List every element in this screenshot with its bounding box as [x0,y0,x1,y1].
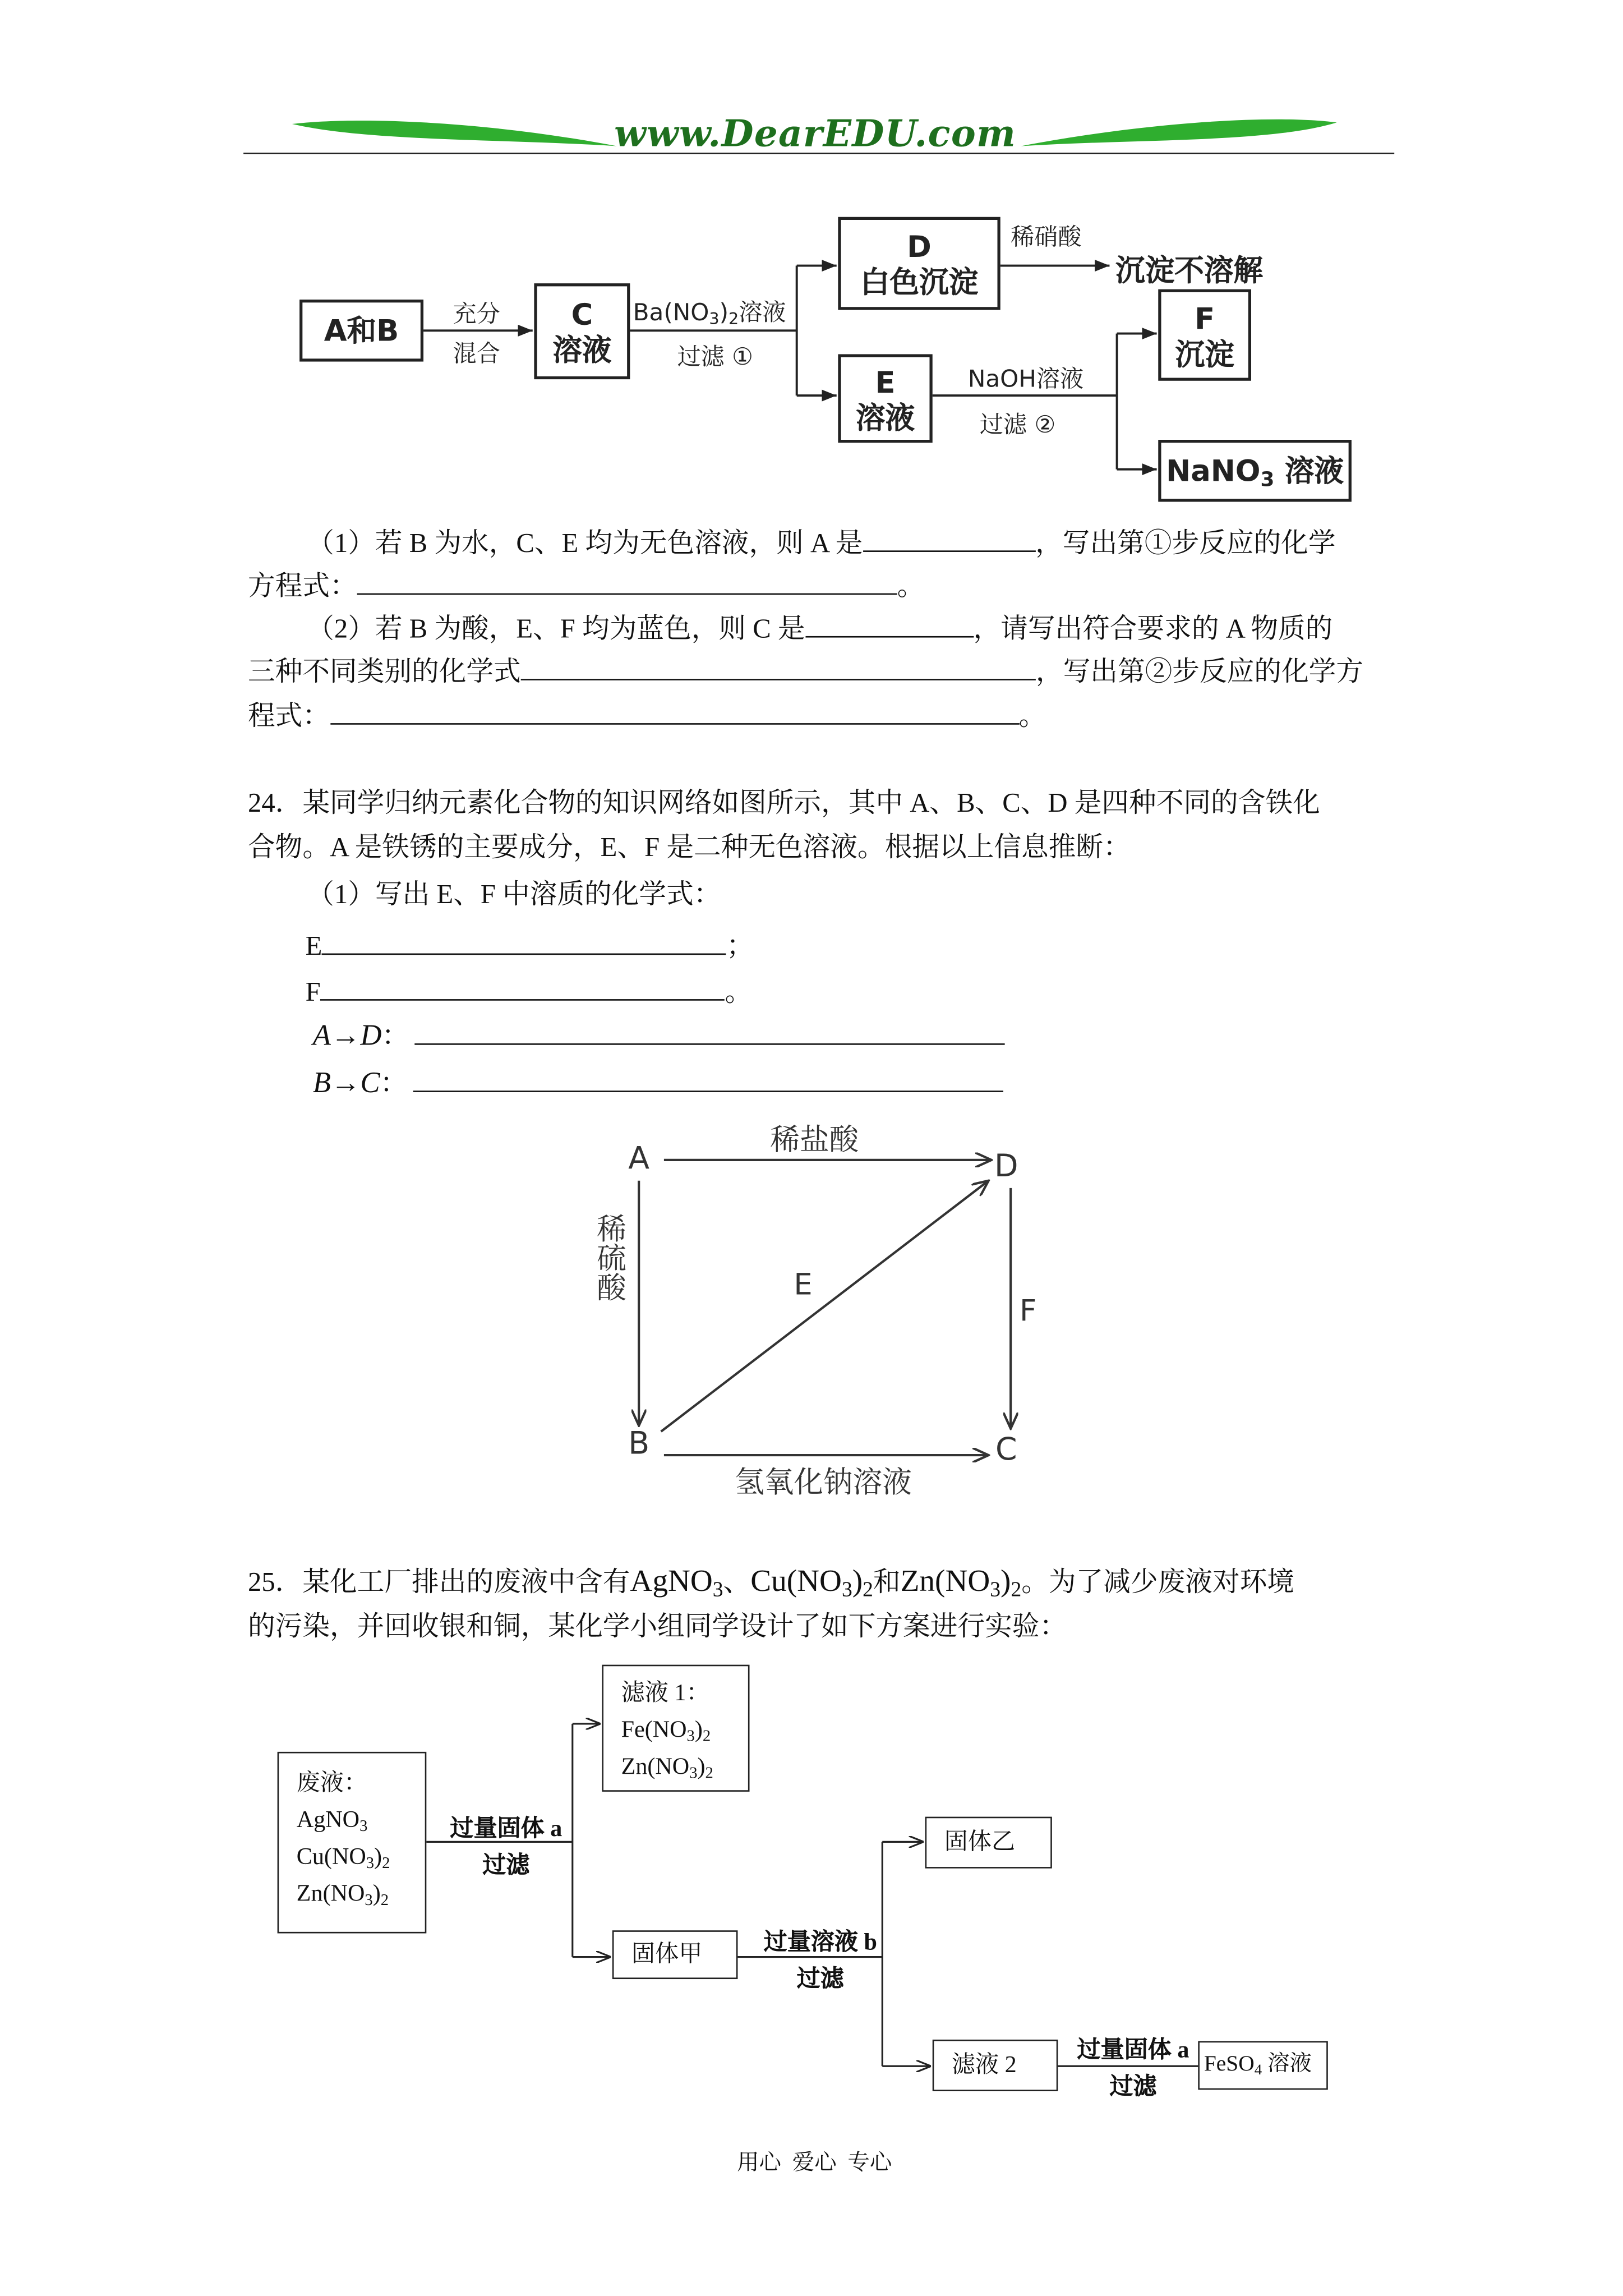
a-to-d-label: A→D [312,1019,382,1052]
question-text: 三种不同类别的化学式 [247,658,521,688]
solid-jia-label: 固体甲 [631,1942,703,1967]
question-text: 程式： [247,702,330,732]
d-reagent: 稀硝酸 [1011,223,1082,251]
step-3-reagent: 过量固体 a [1077,2038,1189,2063]
ferrous-sulfate-label: FeSO$_4$ 溶液 [1204,2053,1312,2079]
step-2-reagent: NaOH溶液 [967,364,1084,393]
box-filtrate-2 [933,2040,1058,2091]
question-24-subquestion-1: （1）写出 E、F 中溶质的化学式： [307,881,721,911]
box-f-letter: F [1195,301,1215,337]
waste-title: 废液： [296,1771,368,1796]
label-f: F [1019,1292,1037,1328]
waste-component: $Zn(NO_3)_2$ [296,1881,389,1910]
question-text: 方程式： [247,572,357,602]
step-1-action: 过滤 [482,1853,530,1879]
step-1-reagent: $Ba(NO_3)_2$溶液 [633,298,786,329]
step-1-action: 过滤 ① [677,342,753,371]
step-2-reagent: 过量溶液 b [763,1930,877,1955]
question-text: ，写出第②步反应的化学方 [1035,658,1364,688]
question-text: ，写出第①步反应的化学 [1035,530,1336,560]
question-text: （1）若 B 为水，C、E 均为无色溶液，则 A 是 [307,530,863,560]
separator: 、 [723,1568,751,1599]
solid-yi-label: 固体乙 [944,1830,1016,1856]
box-d-label: 白色沉淀 [860,264,979,300]
box-e-letter: E [875,364,896,400]
f-label: F [305,978,321,1008]
box-ferrous-sulfate-solution [1198,2041,1328,2090]
site-logo-text: www.DearEDU.com [614,112,1017,155]
node-b: B [628,1425,650,1461]
question-text: 。 [1018,702,1046,732]
label-dilute-sulfuric-acid: 稀硫酸 [591,1213,628,1302]
label-dilute-hydrochloric-acid: 稀盐酸 [770,1121,859,1157]
node-c: C [995,1431,1017,1467]
e-label: E [305,932,322,963]
label-sodium-hydroxide-solution: 氢氧化钠溶液 [735,1464,912,1499]
formula-silver-nitrate: AgNO$_3$ [630,1563,723,1603]
question-text: （2）若 B 为酸，E、F 均为蓝色，则 C 是 [307,615,805,645]
node-a: A [628,1140,650,1176]
question-text: 。为了减少废液对环境 [1021,1568,1294,1599]
colon: ： [380,1070,408,1100]
box-d-letter: D [907,228,932,264]
mix-label-bottom: 混合 [453,339,500,368]
formula-zinc-nitrate: $Zn(NO_3)_2$ [900,1563,1022,1603]
box-nano3-label: NaNO$_3$ 溶液 [1166,453,1344,493]
b-to-c-label: B→C [312,1067,380,1100]
box-c-label: 溶液 [552,332,612,368]
step-2-action: 过滤 [796,1967,844,1993]
box-f-label: 沉淀 [1175,336,1234,372]
filtrate-1-component: $Fe(NO_3)_2$ [621,1718,711,1746]
question-25-line-2: 的污染，并回收银和铜，某化学小组同学设计了如下方案进行实验： [247,1613,1067,1643]
punctuation: 。 [725,978,753,1008]
filtrate-2-label: 滤液 2 [951,2053,1017,2078]
formula-copper-nitrate: $Cu(NO_3)_2$ [750,1563,873,1603]
step-3-action: 过滤 [1109,2075,1157,2100]
step-2-action: 过滤 ② [979,410,1056,439]
question-text: 。 [897,572,925,602]
punctuation: ； [726,932,754,963]
mix-label-top: 充分 [453,300,500,328]
box-solid-jia [612,1930,738,1979]
label-e: E [794,1266,813,1302]
waste-component: $Cu(NO_3)_2$ [296,1844,390,1872]
separator: 和 [873,1568,901,1599]
page-footer: 用心 爱心 专心 [737,2151,892,2175]
colon: ： [381,1023,409,1052]
question-text: 25．某化工厂排出的废液中含有 [247,1568,630,1599]
box-a-and-b-label: A和B [324,312,399,348]
box-e-label: 溶液 [855,399,915,436]
box-solid-yi [925,1817,1052,1869]
box-filtrate-1 [602,1665,749,1792]
filtrate-1-title: 滤液 1： [621,1681,710,1706]
d-result: 沉淀不溶解 [1115,252,1264,288]
waste-component: AgNO$_3$ [296,1807,368,1836]
box-waste-liquid [278,1752,427,1934]
node-d: D [994,1148,1018,1184]
filtrate-1-component: $Zn(NO_3)_2$ [621,1755,713,1783]
question-24-line-2: 合物。A 是铁锈的主要成分，E、F 是二种无色溶液。根据以上信息推断： [247,834,1131,864]
question-24-line-1: 24．某同学归纳元素化合物的知识网络如图所示，其中 A、B、C、D 是四种不同的含铁化 [247,789,1320,820]
question-text: ，请写出符合要求的 A 物质的 [973,615,1333,645]
step-1-reagent: 过量固体 a [450,1816,562,1842]
box-c-letter: C [571,296,593,332]
